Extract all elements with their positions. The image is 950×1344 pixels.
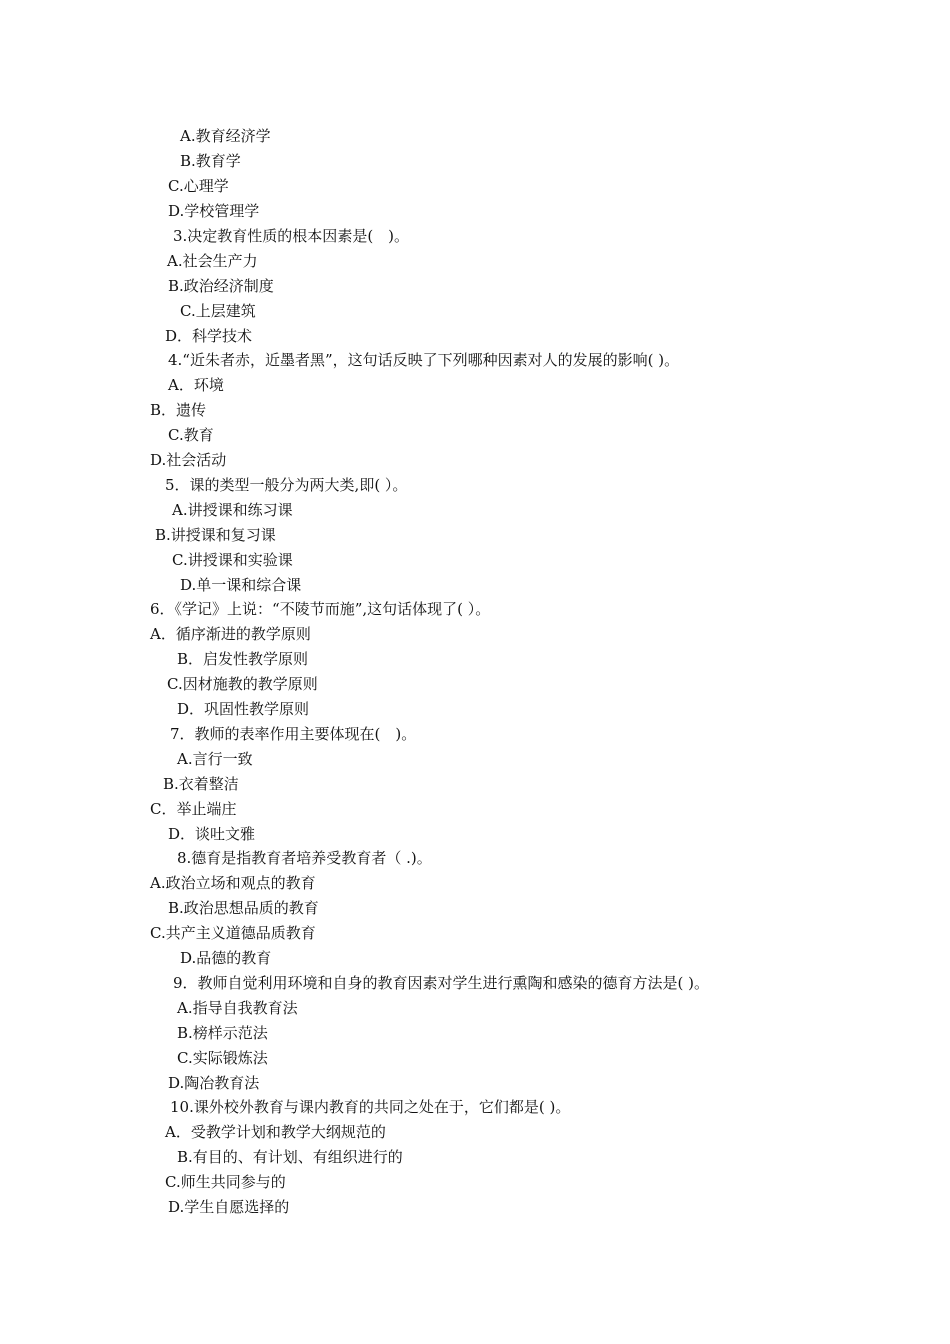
option-line: C.实际锻炼法 bbox=[177, 1049, 268, 1067]
question-line: 8.德育是指教育者培养受教育者（ .)。 bbox=[177, 849, 432, 867]
option-line: B．启发性教学原则 bbox=[177, 650, 309, 668]
option-line: C.因材施教的教学原则 bbox=[167, 675, 318, 693]
option-line: D.社会活动 bbox=[150, 451, 227, 469]
option-line: D.学生自愿选择的 bbox=[168, 1198, 290, 1216]
option-line: D.学校管理学 bbox=[168, 202, 260, 220]
question-line: 3.决定教育性质的根本因素是( )。 bbox=[173, 227, 410, 245]
option-line: D．谈吐文雅 bbox=[168, 825, 256, 843]
question-line: 9．教师自觉利用环境和自身的教育因素对学生进行熏陶和感染的德育方法是( )。 bbox=[173, 974, 710, 992]
option-line: A.教育经济学 bbox=[180, 127, 271, 145]
question-line: 4.“近朱者赤，近墨者黑”，这句话反映了下列哪种因素对人的发展的影响( )。 bbox=[168, 351, 680, 369]
option-line: D．巩固性教学原则 bbox=[177, 700, 310, 718]
option-line: B.讲授课和复习课 bbox=[155, 526, 276, 544]
option-line: B.政治思想品质的教育 bbox=[168, 899, 319, 917]
option-line: B．遗传 bbox=[150, 401, 207, 419]
option-line: B.教育学 bbox=[180, 152, 241, 170]
option-line: D．科学技术 bbox=[165, 327, 253, 345]
option-line: A.指导自我教育法 bbox=[177, 999, 298, 1017]
option-line: A.言行一致 bbox=[177, 750, 253, 768]
option-line: D.单一课和综合课 bbox=[180, 576, 302, 594]
option-line: A．环境 bbox=[168, 376, 224, 394]
option-line: A.政治立场和观点的教育 bbox=[150, 874, 316, 892]
option-line: A.社会生产力 bbox=[167, 252, 258, 270]
option-line: C.师生共同参与的 bbox=[165, 1173, 286, 1191]
option-line: A．受教学计划和教学大纲规范的 bbox=[165, 1123, 386, 1141]
question-line: 7．教师的表率作用主要体现在( )。 bbox=[170, 725, 417, 743]
option-line: B.政治经济制度 bbox=[168, 277, 274, 295]
option-line: C.讲授课和实验课 bbox=[172, 551, 293, 569]
option-line: B.衣着整洁 bbox=[163, 775, 239, 793]
option-line: A.讲授课和练习课 bbox=[172, 501, 293, 519]
option-line: C.教育 bbox=[168, 426, 214, 444]
question-line: 5．课的类型一般分为两大类,即( ）。 bbox=[165, 476, 408, 494]
option-line: C.心理学 bbox=[168, 177, 229, 195]
question-line: 6．《学记》上说：“不陵节而施”,这句话体现了( ）。 bbox=[150, 600, 491, 618]
option-line: B.有目的、有计划、有组织进行的 bbox=[177, 1148, 403, 1166]
option-line: D.陶冶教育法 bbox=[168, 1074, 260, 1092]
option-line: C.上层建筑 bbox=[180, 302, 256, 320]
option-line: C．举止端庄 bbox=[150, 800, 237, 818]
option-line: A．循序渐进的教学原则 bbox=[150, 625, 311, 643]
option-line: D.品德的教育 bbox=[180, 949, 272, 967]
option-line: C.共产主义道德品质教育 bbox=[150, 924, 316, 942]
question-line: 10.课外校外教育与课内教育的共同之处在于，它们都是( )。 bbox=[170, 1098, 571, 1116]
option-line: B.榜样示范法 bbox=[177, 1024, 268, 1042]
